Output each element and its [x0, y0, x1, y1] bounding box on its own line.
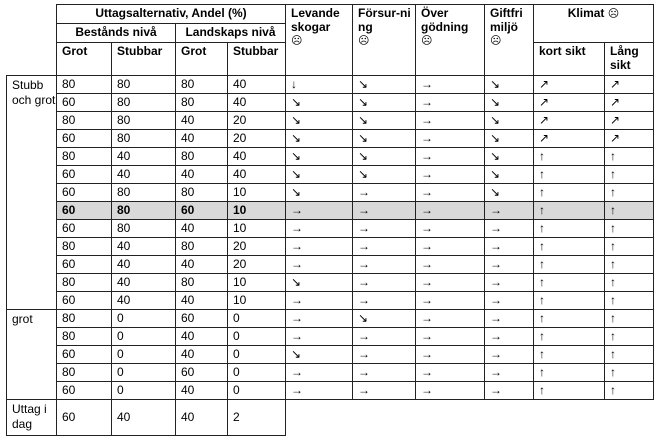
stubbar-bestand-cell: 40 [112, 400, 176, 436]
klimat-lang-cell: ↑ [605, 220, 654, 238]
grot-bestand-cell: 60 [57, 166, 112, 184]
forsurning-cell: → [353, 328, 416, 346]
klimat-kort-cell: ↑ [534, 238, 605, 256]
corner-cell [7, 5, 57, 76]
klimat-kort-cell: ↗ [534, 130, 605, 148]
lang-label: Lång sikt [610, 44, 639, 72]
klimat-lang-cell: ↑ [605, 310, 654, 328]
grot-bestand-cell: 60 [57, 346, 112, 364]
levande-cell: → [286, 292, 353, 310]
klimat-lang-cell: ↗ [605, 130, 654, 148]
klimat-kort-cell: ↑ [534, 292, 605, 310]
stubbar-landskap-cell: 20 [228, 112, 286, 130]
table-row [7, 292, 654, 310]
giftfri-cell: → [485, 274, 534, 292]
overgodning-cell: → [416, 274, 485, 292]
levande-cell: → [286, 220, 353, 238]
overgodning-cell: → [416, 256, 485, 274]
table-row [7, 112, 654, 130]
levande-cell: → [286, 328, 353, 346]
klimat-kort-cell: ↑ [534, 256, 605, 274]
klimat-kort-cell: ↑ [534, 382, 605, 400]
forsurning-cell: → [353, 382, 416, 400]
stubbar-landskap-cell: 0 [228, 346, 286, 364]
uttag-header: Uttagsalternativ, Andel (%) [57, 5, 286, 24]
stubbar-bestand-cell: 40 [112, 238, 176, 256]
lang-header [605, 43, 654, 76]
klimat-lang-cell: ↑ [605, 328, 654, 346]
grot-landskap-cell: 80 [176, 76, 228, 94]
giftfri-cell: → [485, 220, 534, 238]
levande-cell: → [286, 310, 353, 328]
klimat-lang-cell: ↑ [605, 346, 654, 364]
table-row [7, 346, 654, 364]
grot-landskap-cell: 40 [176, 400, 228, 436]
giftfri-cell: → [485, 310, 534, 328]
levande-cell: ↓ [286, 76, 353, 94]
grot-bestand-cell: 60 [57, 130, 112, 148]
grot-landskap-cell: 80 [176, 238, 228, 256]
grot-col-header: Grot [57, 43, 112, 76]
stubbar-bestand-cell: 40 [112, 292, 176, 310]
grot-landskap-cell: 60 [176, 202, 228, 220]
grot-bestand-cell: 80 [57, 274, 112, 292]
stubbar-landskap-cell: 20 [228, 256, 286, 274]
stubbar-bestand-cell: 40 [112, 148, 176, 166]
forsurning-cell: → [353, 346, 416, 364]
table-row [7, 274, 654, 292]
levande-cell: ↘ [286, 184, 353, 202]
grot-bestand-cell: 80 [57, 148, 112, 166]
stubbar-bestand-cell: 80 [112, 130, 176, 148]
stubbar-bestand-cell: 0 [112, 382, 176, 400]
forsurning-cell: ↘ [353, 94, 416, 112]
grot-landskap-cell: 80 [176, 148, 228, 166]
overgodning-cell: → [416, 202, 485, 220]
forsurning-cell: → [353, 274, 416, 292]
table-row [7, 202, 654, 220]
grot-landskap-cell: 60 [176, 364, 228, 382]
overgodning-label: Över gödning [421, 6, 469, 34]
levande-cell: ↘ [286, 130, 353, 148]
overgodning-cell: → [416, 292, 485, 310]
group-label: Stubb och grot [7, 76, 57, 310]
grot-landskap-cell: 40 [176, 166, 228, 184]
overgodning-cell: → [416, 346, 485, 364]
levande-cell: ↘ [286, 166, 353, 184]
overgodning-cell: → [416, 310, 485, 328]
grot-col-header: Grot [176, 43, 228, 76]
stubbar-landskap-cell: 2 [228, 400, 286, 436]
klimat-header [534, 5, 654, 43]
klimat-lang-cell: ↑ [605, 238, 654, 256]
table-row [7, 310, 654, 328]
giftfri-cell: → [485, 328, 534, 346]
grot-landskap-cell: 40 [176, 382, 228, 400]
stubbar-landskap-cell: 0 [228, 382, 286, 400]
overgodning-cell: → [416, 112, 485, 130]
forsurning-cell: ↘ [353, 130, 416, 148]
giftfri-header [485, 5, 534, 76]
grot-bestand-cell: 80 [57, 310, 112, 328]
grot-bestand-cell: 80 [57, 238, 112, 256]
grot-bestand-cell: 60 [57, 256, 112, 274]
table-row [7, 166, 654, 184]
klimat-kort-cell: ↑ [534, 364, 605, 382]
stubbar-landskap-cell: 10 [228, 274, 286, 292]
giftfri-cell: ↘ [485, 184, 534, 202]
forsurning-cell: → [353, 202, 416, 220]
table-row [7, 130, 654, 148]
klimat-kort-cell: ↑ [534, 148, 605, 166]
grot-landskap-cell: 40 [176, 346, 228, 364]
klimat-kort-cell: ↑ [534, 346, 605, 364]
klimat-lang-cell: ↗ [605, 94, 654, 112]
overgodning-cell: → [416, 76, 485, 94]
forsurning-cell: → [353, 292, 416, 310]
frown-icon: ☹ [291, 35, 303, 47]
levande-header [286, 5, 353, 76]
stubbar-landskap-cell: 40 [228, 166, 286, 184]
grot-landskap-cell: 80 [176, 274, 228, 292]
bestand-header: Bestånds nivå [57, 24, 176, 43]
forsurning-cell: ↘ [353, 166, 416, 184]
frown-icon: ☹ [490, 35, 502, 47]
grot-landskap-cell: 40 [176, 328, 228, 346]
stubbar-landskap-cell: 0 [228, 364, 286, 382]
giftfri-cell: → [485, 256, 534, 274]
grot-landskap-cell: 40 [176, 220, 228, 238]
forsurning-cell: → [353, 364, 416, 382]
results-table [6, 4, 654, 436]
levande-cell: ↘ [286, 94, 353, 112]
giftfri-cell: → [485, 346, 534, 364]
stubbar-bestand-cell: 80 [112, 202, 176, 220]
grot-landskap-cell: 40 [176, 112, 228, 130]
grot-bestand-cell: 60 [57, 94, 112, 112]
giftfri-cell: → [485, 382, 534, 400]
levande-cell: → [286, 364, 353, 382]
klimat-lang-cell: ↑ [605, 292, 654, 310]
giftfri-cell: ↘ [485, 94, 534, 112]
klimat-kort-cell: ↑ [534, 202, 605, 220]
levande-label: Levande skogar [291, 6, 340, 34]
overgodning-cell: → [416, 166, 485, 184]
grot-landskap-cell: 60 [176, 310, 228, 328]
giftfri-cell: → [485, 292, 534, 310]
stubbar-landskap-cell: 0 [228, 328, 286, 346]
giftfri-cell: ↘ [485, 130, 534, 148]
levande-cell: ↘ [286, 346, 353, 364]
klimat-lang-cell: ↗ [605, 76, 654, 94]
levande-cell: ↘ [286, 148, 353, 166]
stubbar-landskap-cell: 40 [228, 94, 286, 112]
grot-bestand-cell: 60 [57, 184, 112, 202]
grot-bestand-cell: 80 [57, 328, 112, 346]
grot-landskap-cell: 40 [176, 256, 228, 274]
stubbar-landskap-cell: 20 [228, 238, 286, 256]
grot-landskap-cell: 40 [176, 130, 228, 148]
group-label: Uttag i dag [7, 400, 57, 436]
stubbar-landskap-cell: 10 [228, 202, 286, 220]
forsurning-cell: → [353, 184, 416, 202]
grot-bestand-cell: 60 [57, 292, 112, 310]
forsurning-cell: ↘ [353, 76, 416, 94]
forsurning-cell: → [353, 220, 416, 238]
stubbar-bestand-cell: 0 [112, 346, 176, 364]
stubbar-bestand-cell: 40 [112, 256, 176, 274]
giftfri-cell: ↘ [485, 148, 534, 166]
forsurning-cell: → [353, 256, 416, 274]
stubbar-bestand-cell: 40 [112, 166, 176, 184]
forsurning-cell: ↘ [353, 112, 416, 130]
klimat-kort-cell: ↗ [534, 112, 605, 130]
grot-bestand-cell: 60 [57, 382, 112, 400]
klimat-lang-cell: ↑ [605, 364, 654, 382]
klimat-lang-cell: ↑ [605, 274, 654, 292]
frown-icon: ☹ [358, 35, 370, 47]
forsurning-header [353, 5, 416, 76]
table-row [7, 148, 654, 166]
forsurning-cell: ↘ [353, 310, 416, 328]
overgodning-cell: → [416, 364, 485, 382]
table-row [7, 256, 654, 274]
empty-cell [286, 400, 654, 436]
giftfri-cell: → [485, 364, 534, 382]
table-row [7, 220, 654, 238]
overgodning-cell: → [416, 94, 485, 112]
frown-icon: ☹ [421, 35, 433, 47]
kort-header: kort sikt [534, 43, 605, 76]
table-row [7, 76, 654, 94]
levande-cell: → [286, 202, 353, 220]
overgodning-header [416, 5, 485, 76]
table-row [7, 328, 654, 346]
grot-bestand-cell: 60 [57, 202, 112, 220]
giftfri-cell: → [485, 202, 534, 220]
table-row [7, 184, 654, 202]
table-row [7, 382, 654, 400]
klimat-kort-cell: ↑ [534, 184, 605, 202]
stubbar-col-header: Stubbar [228, 43, 286, 76]
stubbar-bestand-cell: 80 [112, 220, 176, 238]
table-row [7, 94, 654, 112]
klimat-lang-cell: ↗ [605, 112, 654, 130]
klimat-kort-cell: ↑ [534, 220, 605, 238]
giftfri-cell: ↘ [485, 76, 534, 94]
stubbar-landskap-cell: 10 [228, 292, 286, 310]
levande-cell: → [286, 382, 353, 400]
overgodning-cell: → [416, 130, 485, 148]
forsurning-cell: ↘ [353, 148, 416, 166]
frown-icon: ☹ [607, 8, 620, 20]
levande-cell: ↘ [286, 112, 353, 130]
giftfri-cell: ↘ [485, 112, 534, 130]
levande-cell: → [286, 238, 353, 256]
table-row [7, 238, 654, 256]
klimat-kort-cell: ↑ [534, 274, 605, 292]
klimat-lang-cell: ↑ [605, 148, 654, 166]
klimat-kort-cell: ↗ [534, 76, 605, 94]
grot-bestand-cell: 60 [57, 220, 112, 238]
grot-landskap-cell: 40 [176, 292, 228, 310]
klimat-lang-cell: ↑ [605, 202, 654, 220]
klimat-kort-cell: ↑ [534, 166, 605, 184]
grot-landskap-cell: 80 [176, 184, 228, 202]
stubbar-bestand-cell: 0 [112, 364, 176, 382]
stubbar-col-header: Stubbar [112, 43, 176, 76]
overgodning-cell: → [416, 382, 485, 400]
forsurning-label: Försur-ning [358, 6, 411, 34]
klimat-lang-cell: ↑ [605, 256, 654, 274]
overgodning-cell: → [416, 184, 485, 202]
klimat-kort-cell: ↑ [534, 328, 605, 346]
klimat-kort-cell: ↗ [534, 94, 605, 112]
grot-bestand-cell: 80 [57, 112, 112, 130]
group-label: grot [7, 310, 57, 400]
forsurning-cell: → [353, 238, 416, 256]
stubbar-bestand-cell: 80 [112, 184, 176, 202]
levande-cell: → [286, 256, 353, 274]
giftfri-cell: → [485, 238, 534, 256]
stubbar-landskap-cell: 40 [228, 148, 286, 166]
stubbar-bestand-cell: 40 [112, 274, 176, 292]
overgodning-cell: → [416, 148, 485, 166]
grot-bestand-cell: 80 [57, 364, 112, 382]
stubbar-bestand-cell: 80 [112, 76, 176, 94]
table-row [7, 364, 654, 382]
stubbar-landskap-cell: 10 [228, 184, 286, 202]
giftfri-label: Giftfri miljö [490, 6, 523, 34]
landskap-header: Landskaps nivå [176, 24, 286, 43]
stubbar-landskap-cell: 0 [228, 310, 286, 328]
stubbar-bestand-cell: 0 [112, 328, 176, 346]
levande-cell: ↘ [286, 274, 353, 292]
overgodning-cell: → [416, 220, 485, 238]
overgodning-cell: → [416, 328, 485, 346]
klimat-lang-cell: ↑ [605, 166, 654, 184]
klimat-lang-cell: ↑ [605, 382, 654, 400]
stubbar-landskap-cell: 40 [228, 76, 286, 94]
giftfri-cell: ↘ [485, 166, 534, 184]
grot-landskap-cell: 80 [176, 94, 228, 112]
stubbar-landskap-cell: 10 [228, 220, 286, 238]
table-row [7, 400, 654, 436]
stubbar-landskap-cell: 20 [228, 130, 286, 148]
klimat-kort-cell: ↑ [534, 310, 605, 328]
klimat-lang-cell: ↑ [605, 184, 654, 202]
stubbar-bestand-cell: 80 [112, 94, 176, 112]
klimat-label: Klimat [567, 6, 605, 20]
grot-bestand-cell: 60 [57, 400, 112, 436]
overgodning-cell: → [416, 238, 485, 256]
grot-bestand-cell: 80 [57, 76, 112, 94]
stubbar-bestand-cell: 80 [112, 112, 176, 130]
stubbar-bestand-cell: 0 [112, 310, 176, 328]
